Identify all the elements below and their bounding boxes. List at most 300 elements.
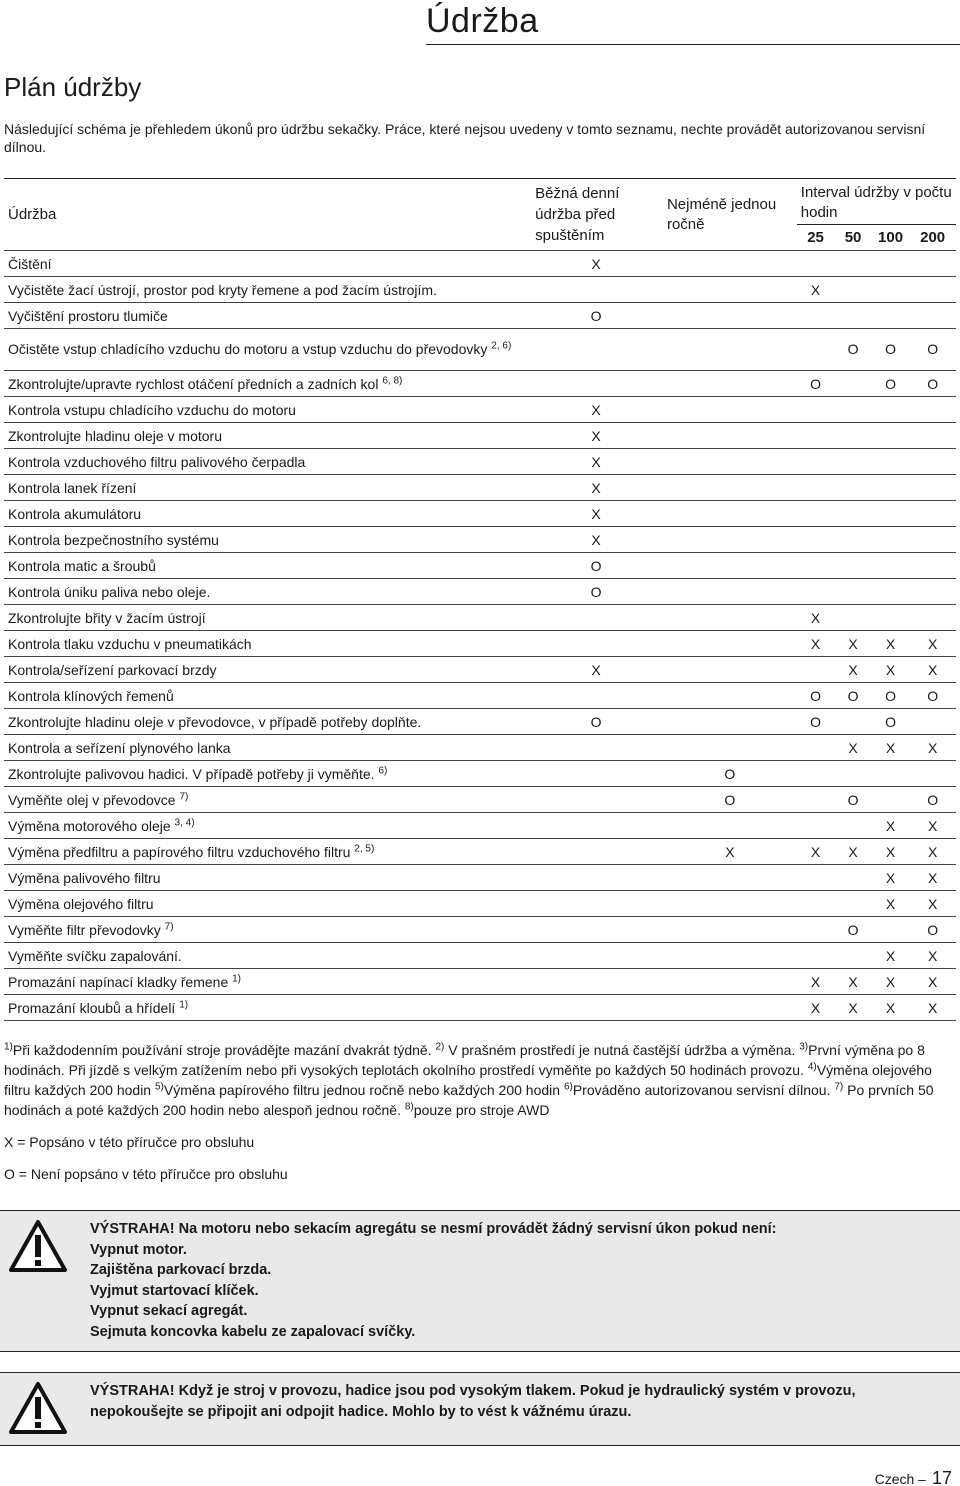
mark-cell-daily [529, 329, 663, 371]
mark-cell-h25 [797, 761, 835, 787]
task-cell [4, 891, 529, 917]
task-label: Kontrola vstupu chladícího vzduchu do motoru [8, 401, 296, 418]
mark-cell-h50 [834, 397, 872, 423]
mark-cell-h50 [834, 303, 872, 329]
mark-cell-yearly: X [663, 839, 797, 865]
legend-x: X = Popsáno v této příručce pro obsluhu [4, 1134, 255, 1150]
task-cell [4, 995, 529, 1021]
mark-cell-yearly [663, 527, 797, 553]
task-cell [4, 813, 529, 839]
mark-cell-h200: X [909, 969, 956, 995]
mark-cell-h200: X [909, 839, 956, 865]
mark-cell-h50 [834, 277, 872, 303]
mark-cell-h50 [834, 891, 872, 917]
footnote-ref: 6) [378, 764, 388, 776]
mark-cell-daily [529, 891, 663, 917]
warning-triangle-icon [8, 1219, 68, 1273]
header-yearly: Nejméně jednou ročně [663, 179, 797, 251]
header-hours-200: 200 [909, 225, 956, 251]
mark-cell-h25: X [797, 631, 835, 657]
mark-cell-daily: X [529, 423, 663, 449]
mark-cell-h100 [872, 501, 910, 527]
mark-cell-h100: X [872, 813, 910, 839]
mark-cell-h200 [909, 579, 956, 605]
mark-cell-h100: X [872, 657, 910, 683]
mark-cell-h25 [797, 423, 835, 449]
task-label: Vyměňte svíčku zapalování. [8, 947, 182, 964]
footer-language: Czech – [874, 1471, 926, 1486]
task-label: Kontrola tlaku vzduchu v pneumatikách [8, 635, 252, 652]
mark-cell-h200 [909, 449, 956, 475]
mark-cell-h50 [834, 579, 872, 605]
mark-cell-h100: O [872, 329, 910, 371]
table-row [4, 813, 956, 839]
mark-cell-h25 [797, 251, 835, 277]
mark-cell-h50 [834, 761, 872, 787]
page-title: Údržba [426, 2, 539, 40]
task-cell [4, 969, 529, 995]
task-label: Čištění [8, 255, 52, 272]
mark-cell-h100: X [872, 839, 910, 865]
table-row [4, 735, 956, 761]
task-cell [4, 657, 529, 683]
table-row [4, 553, 956, 579]
mark-cell-yearly [663, 891, 797, 917]
mark-cell-h50 [834, 709, 872, 735]
mark-cell-h50 [834, 553, 872, 579]
table-row [4, 449, 956, 475]
mark-cell-h100: X [872, 735, 910, 761]
mark-cell-h25 [797, 329, 835, 371]
mark-cell-daily: X [529, 449, 663, 475]
mark-cell-yearly [663, 397, 797, 423]
mark-cell-yearly [663, 579, 797, 605]
mark-cell-h100 [872, 787, 910, 813]
mark-cell-yearly: O [663, 761, 797, 787]
task-label: Očistěte vstup chladícího vzduchu do motoru a vstup vzduchu do převodovky [8, 341, 488, 357]
mark-cell-h25 [797, 891, 835, 917]
table-row [4, 397, 956, 423]
mark-cell-h100: X [872, 891, 910, 917]
table-row [4, 631, 956, 657]
mark-cell-h25: O [797, 683, 835, 709]
mark-cell-h25 [797, 449, 835, 475]
table-row [4, 303, 956, 329]
mark-cell-h50 [834, 501, 872, 527]
mark-cell-yearly [663, 277, 797, 303]
task-cell [4, 839, 529, 865]
mark-cell-h50 [834, 449, 872, 475]
mark-cell-daily [529, 735, 663, 761]
mark-cell-yearly [663, 303, 797, 329]
mark-cell-daily: X [529, 475, 663, 501]
mark-cell-h200: X [909, 891, 956, 917]
mark-cell-h25 [797, 527, 835, 553]
mark-cell-h25 [797, 475, 835, 501]
page-footer [875, 1468, 952, 1486]
task-cell [4, 943, 529, 969]
mark-cell-yearly [663, 371, 797, 397]
mark-cell-h50: O [834, 917, 872, 943]
table-row [4, 683, 956, 709]
mark-cell-h200: O [909, 683, 956, 709]
warning-line: Vypnut sekací agregát. [90, 1303, 248, 1319]
mark-cell-yearly [663, 917, 797, 943]
mark-cell-h100: O [872, 371, 910, 397]
mark-cell-h25: O [797, 371, 835, 397]
table-row [4, 761, 956, 787]
table-row [4, 891, 956, 917]
footnote-text: V prašném prostředí je nutná častější údržba a výměna. [444, 1042, 800, 1058]
mark-cell-yearly [663, 475, 797, 501]
task-cell [4, 631, 529, 657]
mark-cell-h50: X [834, 631, 872, 657]
task-cell [4, 397, 529, 423]
table-row [4, 423, 956, 449]
footnote-ref: 2, 6) [491, 340, 512, 352]
mark-cell-h50: O [834, 787, 872, 813]
task-cell [4, 423, 529, 449]
mark-cell-h50 [834, 423, 872, 449]
mark-cell-h25: X [797, 969, 835, 995]
task-cell [4, 709, 529, 735]
mark-cell-h50: X [834, 969, 872, 995]
footnote-mark: 5) [154, 1081, 164, 1093]
task-label: Vyměňte olej v převodovce [8, 791, 176, 808]
mark-cell-h100 [872, 917, 910, 943]
task-cell [4, 303, 529, 329]
table-row [4, 839, 956, 865]
footnote-mark: 2) [435, 1041, 445, 1053]
task-label: Zkontrolujte palivovou hadici. V případě potřeby ji vyměňte. [8, 765, 375, 782]
mark-cell-daily [529, 631, 663, 657]
warning-text-hydraulic: VÝSTRAHA! Když je stroj v provozu, hadice jsou pod vysokým tlakem. Pokud je hydraulický systém v provozu, nepokoušejte se připojit ani odpojit hadice. Mohlo by to vést k vážnému úrazu. [90, 1383, 856, 1420]
mark-cell-h25: X [797, 277, 835, 303]
mark-cell-daily [529, 371, 663, 397]
table-row [4, 579, 956, 605]
mark-cell-daily: X [529, 657, 663, 683]
mark-cell-daily [529, 761, 663, 787]
table-row [4, 371, 956, 397]
mark-cell-h200 [909, 553, 956, 579]
mark-cell-h25 [797, 397, 835, 423]
mark-cell-h50 [834, 943, 872, 969]
header-hours-100: 100 [872, 225, 910, 251]
mark-cell-yearly [663, 449, 797, 475]
mark-cell-yearly [663, 865, 797, 891]
mark-cell-daily [529, 995, 663, 1021]
footnote-mark: 1) [4, 1041, 13, 1053]
warning-line: Zajištěna parkovací brzda. [90, 1262, 272, 1278]
task-label: Zkontrolujte břity v žacím ústrojí [8, 609, 206, 626]
mark-cell-h200: X [909, 995, 956, 1021]
mark-cell-h100 [872, 251, 910, 277]
footnote-text: První výměna po 8 hodinách. Při jízdě s velkým zatížením nebo při vysokých teplotách okolního prostředí vyměňte po každých 50 hodinách provozu. [4, 1042, 925, 1078]
task-label: Kontrola vzduchového filtru palivového čerpadla [8, 453, 306, 470]
header-rule [426, 44, 960, 45]
mark-cell-h100 [872, 423, 910, 449]
mark-cell-h50: X [834, 657, 872, 683]
task-cell [4, 579, 529, 605]
mark-cell-h25: X [797, 605, 835, 631]
table-row [4, 527, 956, 553]
mark-cell-h100 [872, 553, 910, 579]
mark-cell-h100: O [872, 709, 910, 735]
footnote-text: Při každodenním používání stroje provádějte mazání dvakrát týdně. [12, 1042, 436, 1058]
task-cell [4, 761, 529, 787]
task-cell [4, 371, 529, 397]
footnote-mark: 3) [799, 1041, 809, 1053]
mark-cell-daily: X [529, 251, 663, 277]
task-cell [4, 475, 529, 501]
mark-cell-h25: O [797, 709, 835, 735]
mark-cell-h100 [872, 277, 910, 303]
mark-cell-yearly [663, 943, 797, 969]
mark-cell-yearly [663, 423, 797, 449]
mark-cell-h100 [872, 475, 910, 501]
mark-cell-h100 [872, 303, 910, 329]
warning-triangle-icon [8, 1381, 68, 1435]
mark-cell-h100: X [872, 995, 910, 1021]
task-label: Promazání kloubů a hřídelí [8, 999, 176, 1016]
mark-cell-h25 [797, 813, 835, 839]
mark-cell-daily: O [529, 303, 663, 329]
warning-line: Vypnut motor. [90, 1241, 187, 1258]
footnote-mark: 4) [807, 1061, 817, 1073]
task-label: Výměna olejového filtru [8, 895, 154, 912]
mark-cell-h50 [834, 813, 872, 839]
mark-cell-h25 [797, 303, 835, 329]
task-label: Zkontrolujte hladinu oleje v motoru [8, 427, 223, 444]
task-label: Vyčistěte žací ústrojí, prostor pod kryty řemene a pod žacím ústrojím. [8, 281, 437, 298]
mark-cell-h200 [909, 277, 956, 303]
footnote-mark: 8) [404, 1101, 414, 1113]
mark-cell-daily [529, 813, 663, 839]
mark-cell-h50: O [834, 683, 872, 709]
task-cell [4, 553, 529, 579]
table-row [4, 917, 956, 943]
mark-cell-h50: X [834, 839, 872, 865]
task-label: Zkontrolujte/upravte rychlost otáčení předních a zadních kol [8, 375, 379, 392]
warning-box-service [0, 1210, 960, 1352]
mark-cell-daily [529, 787, 663, 813]
mark-cell-daily [529, 683, 663, 709]
footnotes [4, 1040, 954, 1120]
task-label: Kontrola bezpečnostního systému [8, 531, 219, 548]
task-cell [4, 683, 529, 709]
task-cell [4, 527, 529, 553]
header-daily: Běžná denní údržba před spuštěním [529, 179, 663, 251]
mark-cell-daily [529, 839, 663, 865]
intro-paragraph: Následující schéma je přehledem úkonů pro údržbu sekačky. Práce, které nejsou uvedeny v tomto seznamu, nechte provádět autorizovanou servisní dílnou. [4, 121, 926, 155]
mark-cell-daily [529, 943, 663, 969]
mark-cell-h100 [872, 605, 910, 631]
mark-cell-daily [529, 865, 663, 891]
mark-cell-h50: X [834, 735, 872, 761]
mark-cell-yearly [663, 251, 797, 277]
warning-line: Vyjmut startovací klíček. [90, 1282, 259, 1299]
table-row [4, 969, 956, 995]
mark-cell-h200 [909, 605, 956, 631]
footnote-text: Po prvních 50 hodinách a poté každých 200 hodin nebo alespoň jednou ročně. [4, 1082, 934, 1118]
task-cell [4, 449, 529, 475]
table-row [4, 329, 956, 371]
table-row [4, 995, 956, 1021]
mark-cell-h25: X [797, 839, 835, 865]
mark-cell-h200: X [909, 631, 956, 657]
mark-cell-yearly [663, 813, 797, 839]
mark-cell-h200 [909, 709, 956, 735]
task-label: Promazání napínací kladky řemene [8, 973, 229, 990]
table-row [4, 657, 956, 683]
mark-cell-daily: X [529, 527, 663, 553]
mark-cell-h100 [872, 449, 910, 475]
table-body [4, 251, 956, 1021]
mark-cell-h200: O [909, 329, 956, 371]
mark-cell-daily: X [529, 397, 663, 423]
mark-cell-h50 [834, 865, 872, 891]
mark-cell-h25 [797, 735, 835, 761]
mark-cell-yearly [663, 683, 797, 709]
mark-cell-h200 [909, 303, 956, 329]
task-cell [4, 501, 529, 527]
footnote-text: Výměna olejového filtru každých 200 hodin [4, 1062, 932, 1098]
mark-cell-h200: O [909, 787, 956, 813]
task-label: Kontrola lanek řízení [8, 479, 137, 496]
footnote-ref: 2, 5) [354, 842, 375, 854]
task-cell [4, 735, 529, 761]
mark-cell-yearly: O [663, 787, 797, 813]
mark-cell-h25 [797, 787, 835, 813]
footnote-ref: 1) [232, 972, 242, 984]
mark-cell-h200 [909, 761, 956, 787]
mark-cell-h50 [834, 605, 872, 631]
task-cell [4, 605, 529, 631]
header-interval: Interval údržby v počtu hodin [797, 179, 956, 225]
header-hours-25: 25 [797, 225, 835, 251]
task-cell [4, 865, 529, 891]
mark-cell-yearly [663, 553, 797, 579]
mark-cell-h25 [797, 943, 835, 969]
mark-cell-yearly [663, 657, 797, 683]
mark-cell-h200: X [909, 813, 956, 839]
mark-cell-h50 [834, 475, 872, 501]
mark-cell-h100: X [872, 631, 910, 657]
table-header-row [4, 179, 956, 225]
footnote-text: pouze pro stroje AWD [413, 1102, 550, 1118]
mark-cell-daily: O [529, 579, 663, 605]
mark-cell-h100 [872, 761, 910, 787]
mark-cell-h50: O [834, 329, 872, 371]
mark-cell-h200 [909, 475, 956, 501]
task-label: Kontrola úniku paliva nebo oleje. [8, 583, 211, 600]
task-cell [4, 277, 529, 303]
footnote-text: Výměna papírového filtru jednou ročně nebo každých 200 hodin [163, 1082, 564, 1098]
footnote-ref: 6, 8) [382, 374, 403, 386]
mark-cell-yearly [663, 501, 797, 527]
footnote-text: Prováděno autorizovanou servisní dílnou. [572, 1082, 835, 1098]
task-cell [4, 329, 529, 371]
mark-cell-h200 [909, 501, 956, 527]
mark-cell-yearly [663, 995, 797, 1021]
mark-cell-h100: X [872, 943, 910, 969]
task-label: Kontrola klínových řemenů [8, 687, 174, 704]
mark-cell-h100: X [872, 865, 910, 891]
table-row [4, 605, 956, 631]
table-row [4, 943, 956, 969]
footnote-mark: 6) [563, 1081, 573, 1093]
footnote-ref: 3, 4) [174, 816, 195, 828]
mark-cell-yearly [663, 735, 797, 761]
section-title: Plán údržby [4, 72, 142, 102]
table-row [4, 787, 956, 813]
table-row [4, 475, 956, 501]
mark-cell-yearly [663, 969, 797, 995]
footnote-ref: 7) [164, 920, 174, 932]
task-label: Vyměňte filtr převodovky [8, 921, 161, 938]
mark-cell-daily [529, 605, 663, 631]
table-row [4, 277, 956, 303]
mark-cell-daily [529, 969, 663, 995]
mark-cell-daily [529, 917, 663, 943]
footnote-mark: 7) [834, 1081, 844, 1093]
footnote-ref: 1) [179, 998, 189, 1010]
legend-o: O = Není popsáno v této příručce pro obsluhu [4, 1166, 288, 1182]
task-label: Kontrola/seřízení parkovací brzdy [8, 661, 217, 678]
table-row [4, 865, 956, 891]
mark-cell-daily: O [529, 709, 663, 735]
mark-cell-h25 [797, 917, 835, 943]
mark-cell-yearly [663, 605, 797, 631]
mark-cell-h100: O [872, 683, 910, 709]
mark-cell-daily: O [529, 553, 663, 579]
task-label: Kontrola akumulátoru [8, 505, 142, 522]
mark-cell-yearly [663, 631, 797, 657]
mark-cell-h200 [909, 251, 956, 277]
mark-cell-h100 [872, 397, 910, 423]
mark-cell-h50 [834, 251, 872, 277]
task-label: Kontrola a seřízení plynového lanka [8, 739, 231, 756]
mark-cell-daily [529, 277, 663, 303]
mark-cell-h50: X [834, 995, 872, 1021]
task-label: Výměna předfiltru a papírového filtru vzduchového filtru [8, 843, 351, 860]
table-row [4, 251, 956, 277]
mark-cell-yearly [663, 329, 797, 371]
task-label: Zkontrolujte hladinu oleje v převodovce, v případě potřeby doplňte. [8, 713, 422, 730]
mark-cell-yearly [663, 709, 797, 735]
page-number: 17 [931, 1468, 952, 1486]
mark-cell-h200: O [909, 917, 956, 943]
footnote-ref: 7) [179, 790, 189, 802]
header-hours-50: 50 [834, 225, 872, 251]
warning-line: VÝSTRAHA! Na motoru nebo sekacím agregátu se nesmí provádět žádný servisní úkon pokud není: [90, 1221, 777, 1237]
warning-text-service [90, 1219, 950, 1342]
task-label: Výměna motorového oleje [8, 817, 171, 834]
mark-cell-h100 [872, 579, 910, 605]
header-task: Údržba [4, 179, 529, 251]
mark-cell-h200 [909, 397, 956, 423]
mark-cell-h200 [909, 527, 956, 553]
mark-cell-h100 [872, 527, 910, 553]
mark-cell-h25 [797, 501, 835, 527]
mark-cell-h50 [834, 371, 872, 397]
mark-cell-h200 [909, 423, 956, 449]
table-row [4, 501, 956, 527]
mark-cell-h25 [797, 657, 835, 683]
mark-cell-h25: X [797, 995, 835, 1021]
mark-cell-h200: O [909, 371, 956, 397]
mark-cell-h25 [797, 579, 835, 605]
